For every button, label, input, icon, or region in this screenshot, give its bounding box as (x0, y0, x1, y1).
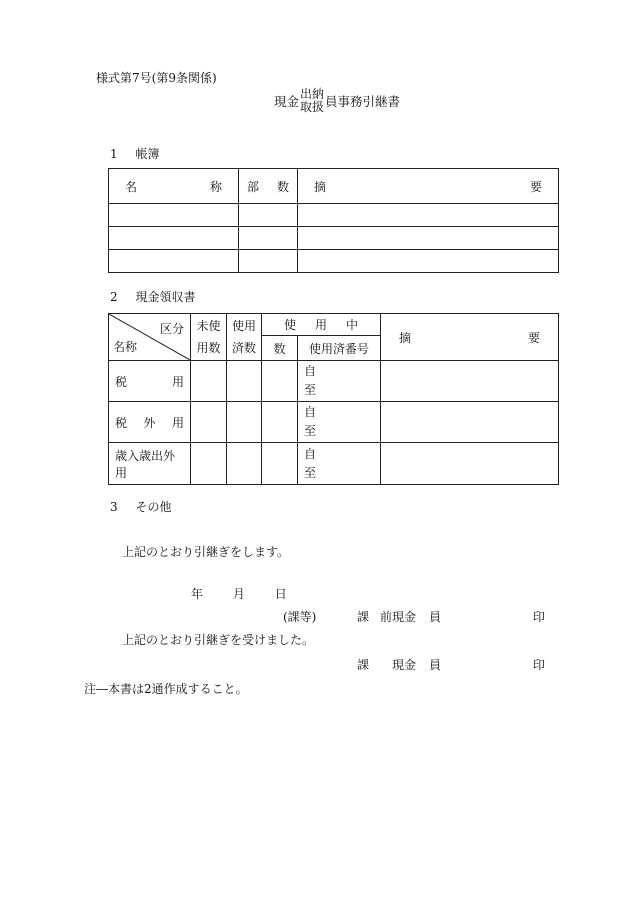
receiver-ka: 課 (357, 658, 370, 672)
row-name-part: 歳入歳出外用 (115, 448, 176, 480)
footnote: 注―本書は2通作成すること。 (84, 682, 248, 696)
row-name-part: 用 (171, 415, 184, 430)
unused-label-2: 用数 (196, 341, 221, 355)
receipt-row-range (298, 402, 381, 443)
diag-bottom-label: 名称 (113, 340, 138, 354)
sender-seal: 印 (533, 610, 546, 624)
range-to: 至 (304, 383, 317, 397)
range-from: 自 (304, 364, 317, 378)
row-name-part: 外 (143, 415, 156, 430)
receiver-member: 員 (429, 658, 442, 672)
ledger-header-name-b: 称 (209, 179, 222, 194)
receipt-header-row-1 (109, 314, 559, 336)
receipt-row-name (109, 443, 191, 485)
ledger-header-name (109, 169, 239, 204)
receiver-seal: 印 (533, 658, 546, 672)
table-row (109, 402, 559, 443)
ledger-table (108, 168, 559, 273)
sender-member: 員 (429, 610, 442, 624)
inuse-label-b: 用 (315, 318, 328, 332)
receipt-header-inuse (262, 314, 381, 336)
range-to: 至 (304, 465, 317, 480)
title-suffix: 員事務引継書 (325, 94, 401, 109)
row-name-part: 用 (171, 374, 184, 389)
title-stack-top: 出納 (300, 87, 325, 101)
receipt-row-range (298, 443, 381, 485)
receipt-row-name (109, 402, 191, 443)
receipt-header-diagonal (109, 314, 191, 361)
used-label-2: 済数 (231, 341, 256, 355)
table-row (109, 250, 559, 273)
receipt-row-name (109, 361, 191, 402)
range-from: 自 (304, 446, 317, 461)
form-number: 様式第7号(第9条関係) (96, 71, 217, 85)
row-name-part: 税 (115, 415, 128, 430)
ledger-header-note (298, 169, 559, 204)
receipt-note-a: 摘 (399, 330, 412, 345)
ledger-header-name-a: 名 (125, 179, 138, 194)
receipt-table (108, 313, 559, 485)
receiver-role: 現金 (392, 658, 417, 672)
section1-num: 1 (110, 147, 118, 161)
receipt-note-b: 要 (528, 330, 541, 345)
date-line (191, 585, 287, 602)
section1-heading (110, 145, 159, 162)
ledger-header-count (239, 169, 298, 204)
inuse-numbers-header: 使用済番号 (298, 336, 381, 361)
ledger-header-note-b: 要 (529, 179, 542, 194)
receipt-row-range (298, 361, 381, 402)
handover-statement: 上記のとおり引継ぎをします。 (122, 545, 290, 559)
ledger-header-row (109, 169, 559, 204)
section1-title: 帳簿 (135, 147, 160, 161)
section2-heading (110, 288, 195, 305)
receipt-header-unused (191, 314, 227, 361)
sender-role: 前現金 (380, 610, 417, 624)
receive-statement: 上記のとおり引継ぎを受けました。 (122, 633, 315, 647)
ledger-header-count-b: 数 (276, 179, 289, 194)
section3-heading (110, 498, 171, 515)
date-month: 月 (232, 587, 245, 601)
range-to: 至 (304, 424, 317, 438)
diag-top-label: 区分 (159, 322, 184, 336)
title-prefix: 現金 (274, 94, 300, 109)
section3-num: 3 (110, 500, 118, 514)
table-row (109, 204, 559, 227)
date-day: 日 (274, 587, 287, 601)
date-year: 年 (191, 587, 204, 601)
used-label-1: 使用 (231, 319, 256, 333)
unused-label-1: 未使 (196, 319, 221, 333)
title-stack-bottom: 取扱 (300, 100, 325, 114)
ledger-header-count-a: 部 (247, 179, 260, 194)
title-stack (300, 88, 324, 114)
sender-dept: (課等) (283, 610, 317, 624)
table-row (109, 443, 559, 485)
table-row (109, 361, 559, 402)
ledger-header-note-a: 摘 (314, 179, 327, 194)
inuse-count-header: 数 (262, 336, 298, 361)
section3-title: その他 (135, 500, 172, 514)
table-row (109, 227, 559, 250)
section2-title: 現金領収書 (135, 290, 196, 304)
range-from: 自 (304, 405, 317, 419)
row-name-part: 税 (115, 374, 128, 389)
receipt-header-note (381, 314, 559, 361)
section2-num: 2 (110, 290, 118, 304)
sender-ka: 課 (357, 610, 370, 624)
receipt-header-used (227, 314, 262, 361)
inuse-label-c: 中 (346, 318, 359, 332)
document-title (274, 88, 400, 114)
inuse-label-a: 使 (284, 318, 297, 332)
